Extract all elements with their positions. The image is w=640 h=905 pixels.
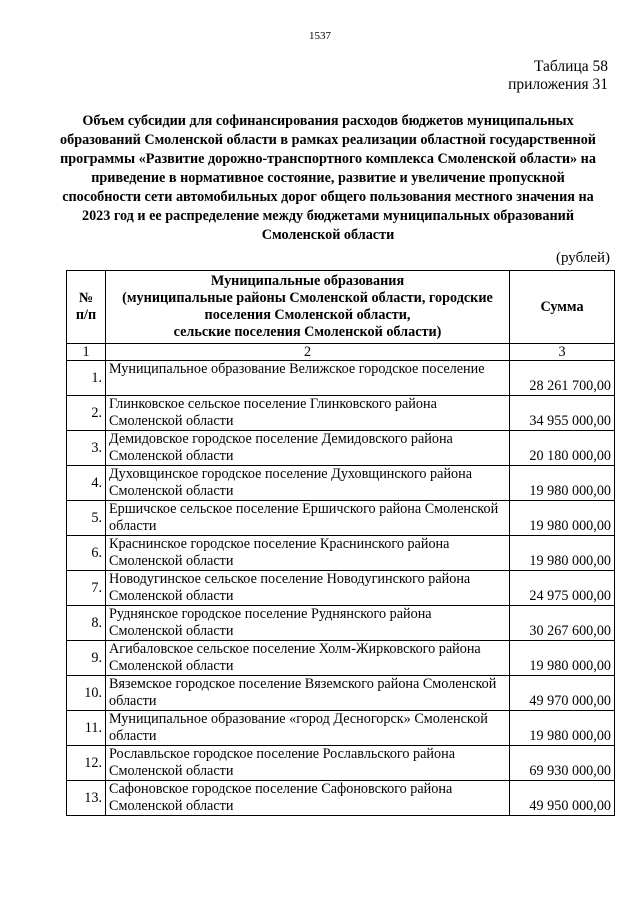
column-number-1: 1: [67, 344, 106, 361]
row-number: 12.: [67, 746, 106, 781]
row-number: 6.: [67, 536, 106, 571]
row-municipality: Краснинское городское поселение Краснинского района Смоленской области: [106, 536, 510, 571]
header-municipality: [106, 271, 510, 344]
row-municipality: Муниципальное образование «город Десногорск» Смоленской области: [106, 711, 510, 746]
row-number: 8.: [67, 606, 106, 641]
row-sum: 19 980 000,00: [510, 501, 615, 536]
row-municipality: Рославльское городское поселение Рославльского района Смоленской области: [106, 746, 510, 781]
subsidy-table: [66, 270, 615, 816]
header-number-line2: п/п: [75, 307, 97, 323]
header-row: [67, 271, 615, 344]
row-number: 2.: [67, 396, 106, 431]
row-municipality: Духовщинское городское поселение Духовщинского района Смоленской области: [106, 466, 510, 501]
table-row: [67, 711, 615, 746]
page-number: 1537: [309, 30, 331, 42]
table-row: [67, 676, 615, 711]
row-municipality: Сафоновское городское поселение Сафоновского района Смоленской области: [106, 781, 510, 816]
header-number-line1: №: [78, 290, 94, 306]
row-number: 9.: [67, 641, 106, 676]
column-number-2: 2: [106, 344, 510, 361]
row-municipality: Муниципальное образование Велижское городское поселение: [106, 361, 510, 396]
row-number: 7.: [67, 571, 106, 606]
table-reference: [508, 58, 608, 94]
row-sum: 24 975 000,00: [510, 571, 615, 606]
row-municipality: Руднянское городское поселение Руднянского района Смоленской области: [106, 606, 510, 641]
header-sum: Сумма: [510, 271, 615, 344]
row-sum: 19 980 000,00: [510, 641, 615, 676]
row-municipality: Демидовское городское поселение Демидовского района Смоленской области: [106, 431, 510, 466]
row-sum: 19 980 000,00: [510, 466, 615, 501]
row-sum: 20 180 000,00: [510, 431, 615, 466]
row-municipality: Агибаловское сельское поселение Холм-Жирковского района Смоленской области: [106, 641, 510, 676]
table-row: [67, 571, 615, 606]
row-number: 13.: [67, 781, 106, 816]
table-row: [67, 781, 615, 816]
row-sum: 49 970 000,00: [510, 676, 615, 711]
header-municipality-line2: (муниципальные районы Смоленской области, городские: [122, 290, 493, 306]
row-municipality: Новодугинское сельское поселение Новодугинского района Смоленской области: [106, 571, 510, 606]
header-municipality-line4: сельские поселения Смоленской области): [173, 324, 442, 340]
table-row: [67, 431, 615, 466]
table-reference-line2: приложения 31: [508, 76, 608, 93]
row-sum: 69 930 000,00: [510, 746, 615, 781]
table-row: [67, 641, 615, 676]
table-row: [67, 396, 615, 431]
row-sum: 19 980 000,00: [510, 536, 615, 571]
column-number-row: [67, 344, 615, 361]
table-reference-line1: Таблица 58: [533, 58, 608, 75]
table-row: [67, 361, 615, 396]
row-number: 11.: [67, 711, 106, 746]
header-number: [67, 271, 106, 344]
row-municipality: Глинковское сельское поселение Глинковского района Смоленской области: [106, 396, 510, 431]
row-sum: 19 980 000,00: [510, 711, 615, 746]
table-row: [67, 466, 615, 501]
table-row: [67, 746, 615, 781]
header-municipality-line3: поселения Смоленской области,: [204, 307, 411, 323]
row-sum: 49 950 000,00: [510, 781, 615, 816]
row-number: 3.: [67, 431, 106, 466]
document-title: Объем субсидии для софинансирования расходов бюджетов муниципальных образований Смоленской области в рамках реализации областной государственной программы «Развитие дорожно-транспортного комплекса Смоленской области» на приведение в нормативное состояние, развитие и увеличение пропускной способности сети автомобильных дорог общего пользования местного значения на 2023 год и ее распределение между бюджетами муниципальных образований Смоленской области: [60, 113, 596, 243]
units-label: (рублей): [555, 250, 610, 266]
row-sum: 30 267 600,00: [510, 606, 615, 641]
table-row: [67, 501, 615, 536]
row-number: 4.: [67, 466, 106, 501]
row-municipality: Ершичское сельское поселение Ершичского района Смоленской области: [106, 501, 510, 536]
table-row: [67, 536, 615, 571]
header-municipality-line1: Муниципальные образования: [210, 273, 405, 289]
column-number-3: 3: [510, 344, 615, 361]
table-row: [67, 606, 615, 641]
row-number: 1.: [67, 361, 106, 396]
row-sum: 34 955 000,00: [510, 396, 615, 431]
row-sum: 28 261 700,00: [510, 361, 615, 396]
row-municipality: Вяземское городское поселение Вяземского района Смоленской области: [106, 676, 510, 711]
row-number: 5.: [67, 501, 106, 536]
row-number: 10.: [67, 676, 106, 711]
